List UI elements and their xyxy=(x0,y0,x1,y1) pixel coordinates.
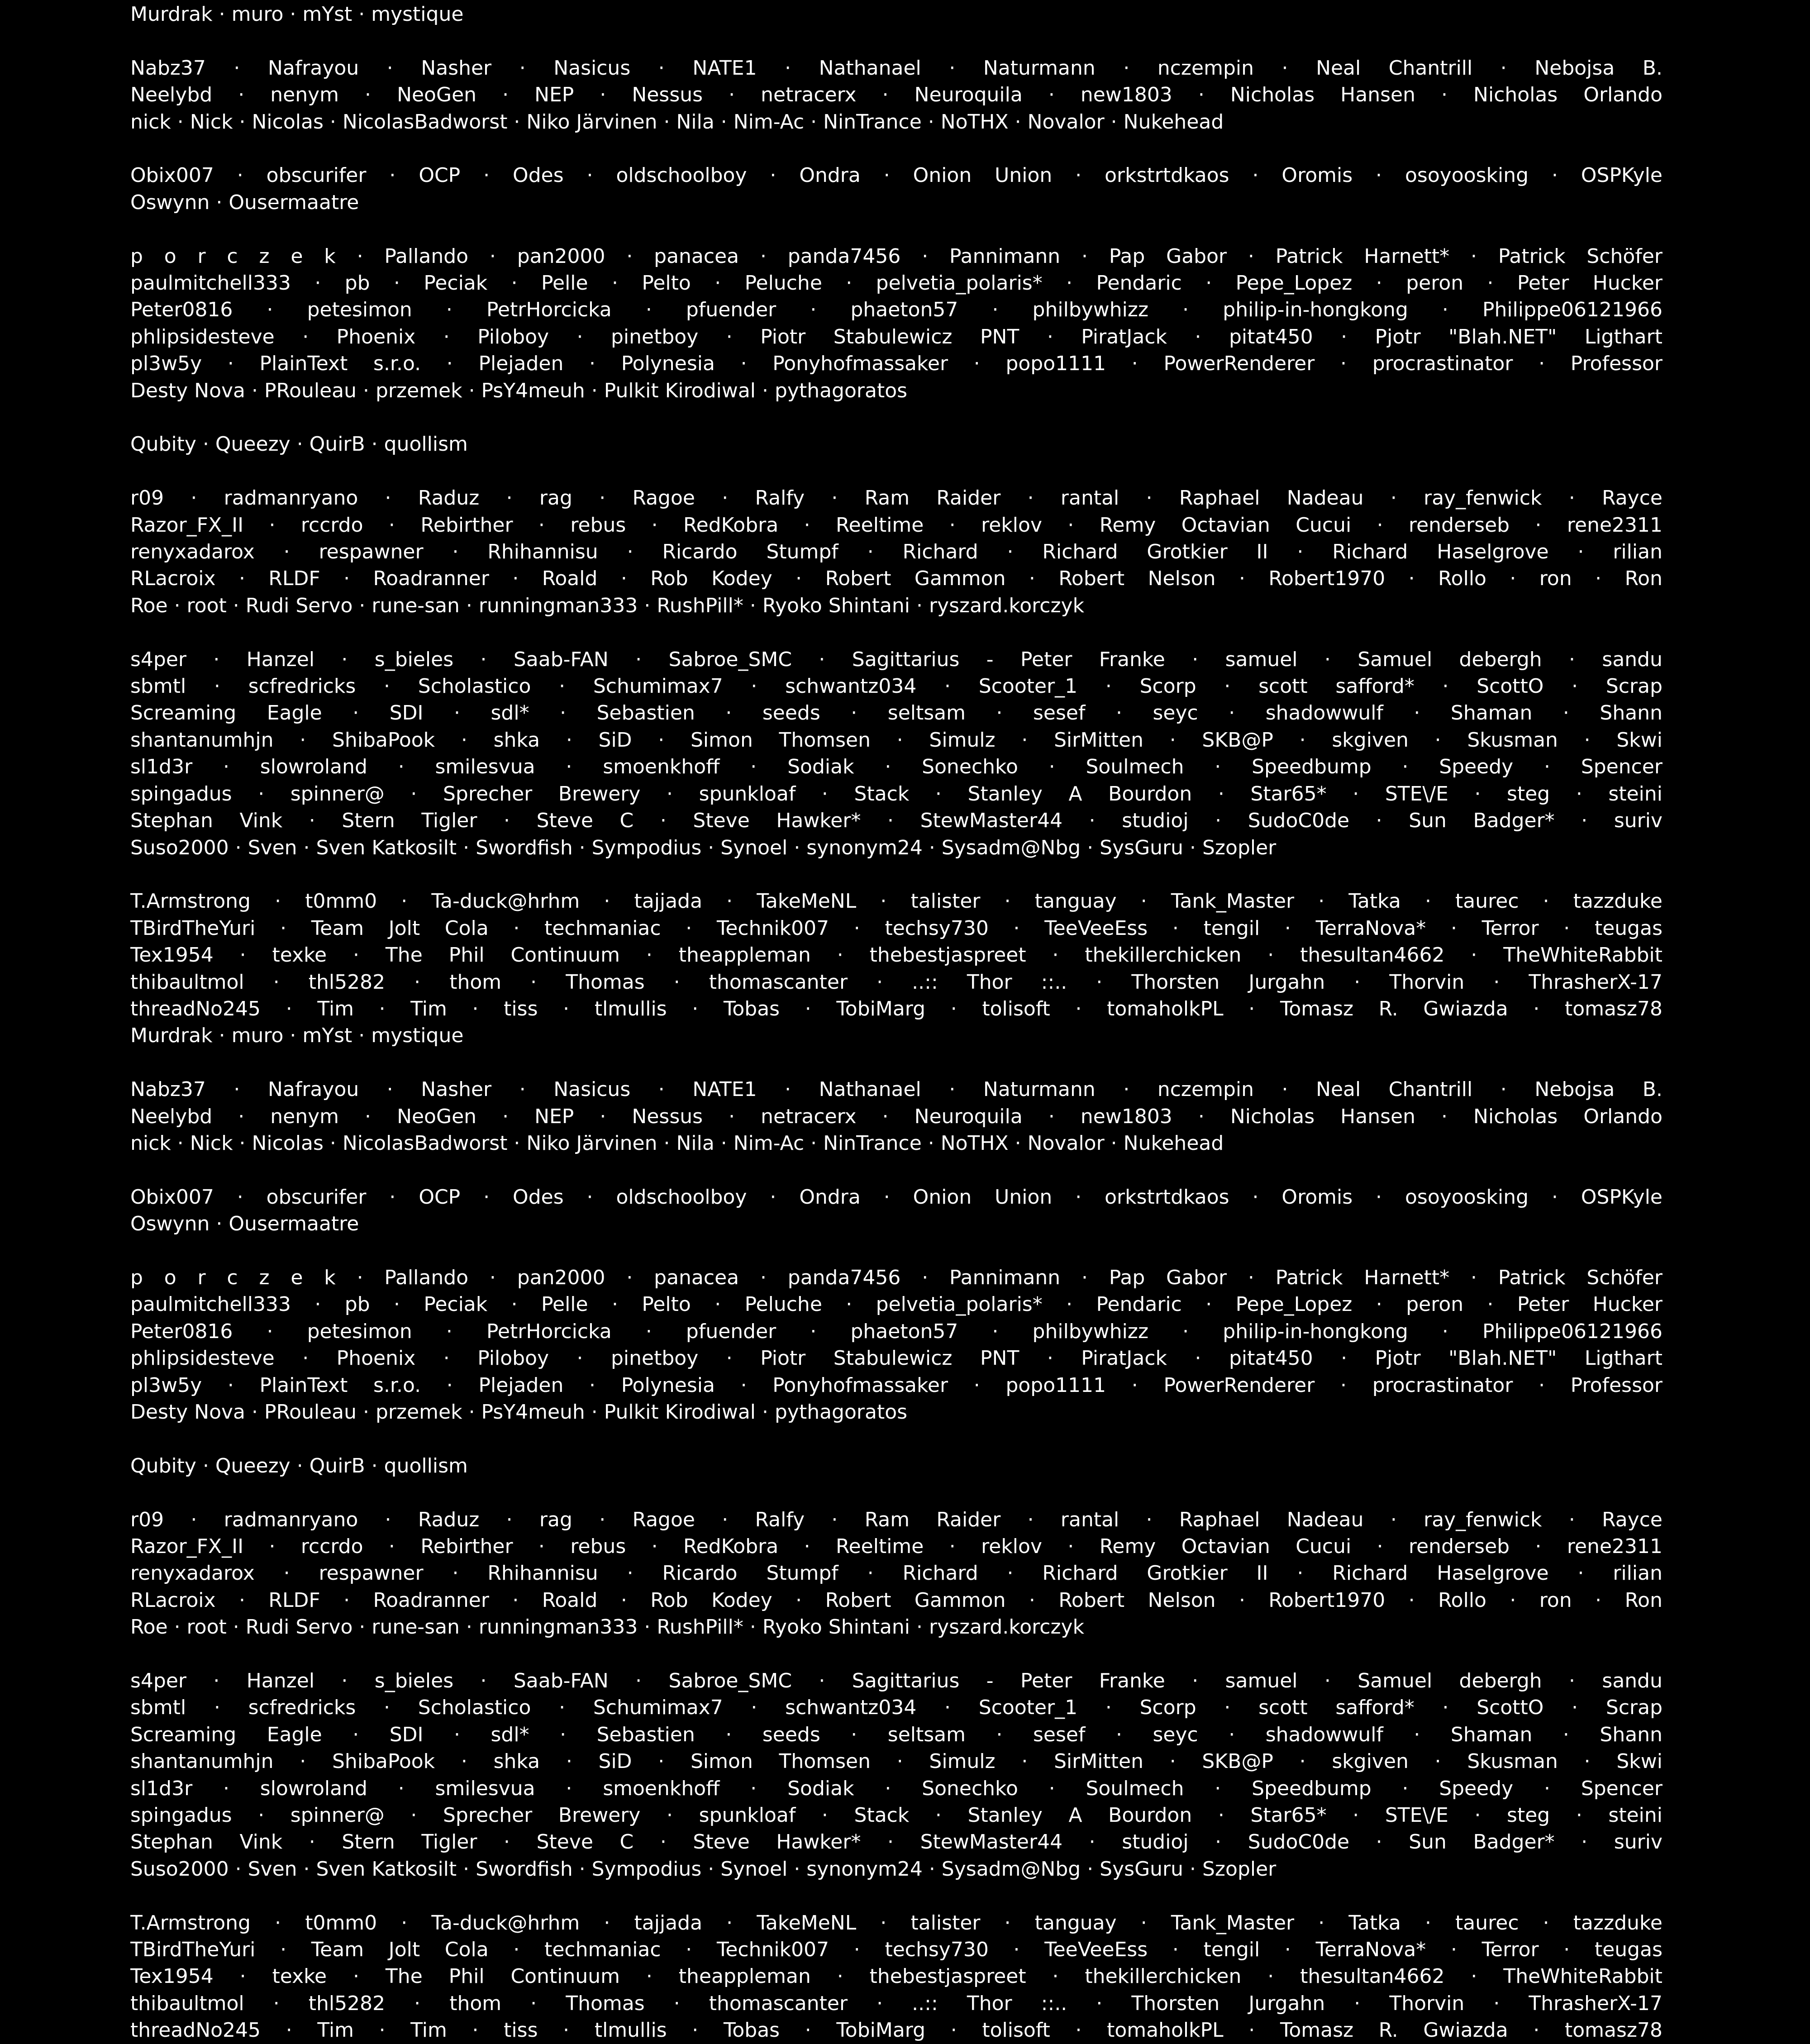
credits-line: Roe · root · Rudi Servo · rune-san · runningman333 · RushPill* · Ryoko Shintani · ryszard.korczyk xyxy=(130,1615,1085,1639)
credits-paragraph-q xyxy=(130,1453,1662,1479)
credits-line: paulmitchell333 · pb · Peciak · Pelle · Pelto · Peluche · pelvetia_polaris* · Pendaric · Pepe_Lopez · peron · Peter Hucker xyxy=(130,272,1662,295)
credits-paragraph-t xyxy=(130,1910,1662,2044)
credits-line: Desty Nova · PRouleau · przemek · PsY4meuh · Pulkit Kirodiwal · pythagoratos xyxy=(130,379,908,402)
credits-line: p o r c z e k · Pallando · pan2000 · panacea · panda7456 · Pannimann · Pap Gabor · Patrick Harnett* · Patrick Schöfer xyxy=(130,1266,1662,1289)
credits-line: Roe · root · Rudi Servo · rune-san · runningman333 · RushPill* · Ryoko Shintani · ryszard.korczyk xyxy=(130,594,1085,617)
credits-line: phlipsidesteve · Phoenix · Piloboy · pinetboy · Piotr Stabulewicz PNT · PiratJack · pitat450 · Pjotr "Blah.NET" Ligthart xyxy=(130,325,1662,348)
credits-line: Nabz37 · Nafrayou · Nasher · Nasicus · NATE1 · Nathanael · Naturmann · nczempin · Neal Chantrill · Nebojsa B. xyxy=(130,1078,1662,1101)
credits-paragraph-q xyxy=(130,431,1662,457)
credits-line: Desty Nova · PRouleau · przemek · PsY4meuh · Pulkit Kirodiwal · pythagoratos xyxy=(130,1400,908,1424)
credits-line: nick · Nick · Nicolas · NicolasBadworst · Niko Järvinen · Nila · Nim-Ac · NinTrance · NoTHX · Novalor · Nukehead xyxy=(130,110,1224,133)
credits-line: Screaming Eagle · SDI · sdl* · Sebastien · seeds · seltsam · sesef · seyc · shadowwulf · Shaman · Shann xyxy=(130,701,1662,725)
credits-line: Neelybd · nenym · NeoGen · NEP · Nessus · netracerx · Neuroquila · new1803 · Nicholas Hansen · Nicholas Orlando xyxy=(130,1105,1662,1128)
credits-line: Razor_FX_II · rccrdo · Rebirther · rebus · RedKobra · Reeltime · reklov · Remy Octavian Cucui · renderseb · rene2311 xyxy=(130,513,1662,537)
credits-line: Obix007 · obscurifer · OCP · Odes · oldschoolboy · Ondra · Onion Union · orkstrtdkaos · Oromis · osoyoosking · OSPKyle xyxy=(130,164,1662,187)
credits-paragraph-r xyxy=(130,1506,1662,1641)
credits-line: pl3w5y · PlainText s.r.o. · Plejaden · Polynesia · Ponyhofmassaker · popo1111 · PowerRenderer · procrastinator · Professor xyxy=(130,352,1662,376)
credits-line: TBirdTheYuri · Team Jolt Cola · techmaniac · Technik007 · techsy730 · TeeVeeEss · tengil · TerraNova* · Terror · teugas xyxy=(130,1938,1662,1962)
credits-line: Peter0816 · petesimon · PetrHorcicka · pfuender · phaeton57 · philbywhizz · philip-in-hongkong · Philippe06121966 xyxy=(130,298,1662,322)
credits-line: thibaultmol · thl5282 · thom · Thomas · thomascanter · ..:: Thor ::.. · Thorsten Jurgahn · Thorvin · ThrasherX-17 xyxy=(130,970,1662,994)
credits-line: Nabz37 · Nafrayou · Nasher · Nasicus · NATE1 · Nathanael · Naturmann · nczempin · Neal Chantrill · Nebojsa B. xyxy=(130,56,1662,80)
credits-line: r09 · radmanryano · Raduz · rag · Ragoe · Ralfy · Ram Raider · rantal · Raphael Nadeau · ray_fenwick · Rayce xyxy=(130,486,1662,510)
credits-line: T.Armstrong · t0mm0 · Ta-duck@hrhm · tajjada · TakeMeNL · talister · tanguay · Tank_Master · Tatka · taurec · tazzduke xyxy=(130,890,1662,913)
credits-line: Obix007 · obscurifer · OCP · Odes · oldschoolboy · Ondra · Onion Union · orkstrtdkaos · Oromis · osoyoosking · OSPKyle xyxy=(130,1185,1662,1209)
credits-tile-2 xyxy=(130,1022,1662,2044)
credits-paragraph-n xyxy=(130,1076,1662,1157)
credits-line: threadNo245 · Tim · Tim · tiss · tlmullis · Tobas · TobiMarg · tolisoft · tomaholkPL · Tomasz R. Gwiazda · tomasz78 xyxy=(130,997,1662,1020)
credits-line: RLacroix · RLDF · Roadranner · Roald · Rob Kodey · Robert Gammon · Robert Nelson · Robert1970 · Rollo · ron · Ron xyxy=(130,567,1662,591)
credits-line: Screaming Eagle · SDI · sdl* · Sebastien · seeds · seltsam · sesef · seyc · shadowwulf · Shaman · Shann xyxy=(130,1723,1662,1746)
credits-line: Qubity · Queezy · QuirB · quollism xyxy=(130,1454,468,1477)
credits-line: threadNo245 · Tim · Tim · tiss · tlmullis · Tobas · TobiMarg · tolisoft · tomaholkPL · Tomasz R. Gwiazda · tomasz78 xyxy=(130,2019,1662,2042)
credits-line: Oswynn · Ousermaatre xyxy=(130,191,359,214)
credits-line: p o r c z e k · Pallando · pan2000 · panacea · panda7456 · Pannimann · Pap Gabor · Patrick Harnett* · Patrick Schöfer xyxy=(130,244,1662,268)
credits-line: shantanumhjn · ShibaPook · shka · SiD · Simon Thomsen · Simulz · SirMitten · SKB@P · skgiven · Skusman · Skwi xyxy=(130,1750,1662,1773)
credits-line: Stephan Vink · Stern Tigler · Steve C · Steve Hawker* · StewMaster44 · studioj · SudoC0de · Sun Badger* · suriv xyxy=(130,1830,1662,1854)
credits-line: Qubity · Queezy · QuirB · quollism xyxy=(130,433,468,456)
credits-paragraph-m-tail xyxy=(130,1,1662,28)
credits-line: s4per · Hanzel · s_bieles · Saab-FAN · Sabroe_SMC · Sagittarius - Peter Franke · samuel · Samuel debergh · sandu xyxy=(130,1669,1662,1692)
credits-line: Oswynn · Ousermaatre xyxy=(130,1212,359,1236)
credits-line: Suso2000 · Sven · Sven Katkosilt · Swordfish · Sympodius · Synoel · synonym24 · Sysadm@Nbg · SysGuru · Szopler xyxy=(130,1857,1277,1881)
credits-line: spingadus · spinner@ · Sprecher Brewery · spunkloaf · Stack · Stanley A Bourdon · Star65* · STE\/E · steg · steini xyxy=(130,782,1662,805)
credits-tile-1 xyxy=(130,1,1662,1022)
credits-line: Murdrak · muro · mYst · mystique xyxy=(130,1024,464,1048)
credits-line: Stephan Vink · Stern Tigler · Steve C · Steve Hawker* · StewMaster44 · studioj · SudoC0de · Sun Badger* · suriv xyxy=(130,809,1662,833)
credits-paragraph-p xyxy=(130,1264,1662,1425)
credits-paragraph-n xyxy=(130,55,1662,135)
credits-line: Suso2000 · Sven · Sven Katkosilt · Swordfish · Sympodius · Synoel · synonym24 · Sysadm@Nbg · SysGuru · Szopler xyxy=(130,836,1277,859)
credits-paragraph-o xyxy=(130,1184,1662,1238)
credits-line: spingadus · spinner@ · Sprecher Brewery · spunkloaf · Stack · Stanley A Bourdon · Star65* · STE\/E · steg · steini xyxy=(130,1804,1662,1827)
credits-paragraph-m-tail xyxy=(130,1022,1662,1049)
credits-line: sl1d3r · slowroland · smilesvua · smoenkhoff · Sodiak · Sonechko · Soulmech · Speedbump · Speedy · Spencer xyxy=(130,755,1662,779)
credits-line: RLacroix · RLDF · Roadranner · Roald · Rob Kodey · Robert Gammon · Robert Nelson · Robert1970 · Rollo · ron · Ron xyxy=(130,1588,1662,1612)
credits-line: phlipsidesteve · Phoenix · Piloboy · pinetboy · Piotr Stabulewicz PNT · PiratJack · pitat450 · Pjotr "Blah.NET" Ligthart xyxy=(130,1347,1662,1370)
credits-line: sbmtl · scfredricks · Scholastico · Schumimax7 · schwantz034 · Scooter_1 · Scorp · scott safford* · ScottO · Scrap xyxy=(130,675,1662,698)
credits-line: sl1d3r · slowroland · smilesvua · smoenkhoff · Sodiak · Sonechko · Soulmech · Speedbump · Speedy · Spencer xyxy=(130,1777,1662,1800)
credits-line: Razor_FX_II · rccrdo · Rebirther · rebus · RedKobra · Reeltime · reklov · Remy Octavian Cucui · renderseb · rene2311 xyxy=(130,1534,1662,1558)
credits-paragraph-o xyxy=(130,162,1662,216)
credits-line: nick · Nick · Nicolas · NicolasBadworst · Niko Järvinen · Nila · Nim-Ac · NinTrance · NoTHX · Novalor · Nukehead xyxy=(130,1131,1224,1155)
credits-line: thibaultmol · thl5282 · thom · Thomas · thomascanter · ..:: Thor ::.. · Thorsten Jurgahn · Thorvin · ThrasherX-17 xyxy=(130,1992,1662,2015)
credits-line: pl3w5y · PlainText s.r.o. · Plejaden · Polynesia · Ponyhofmassaker · popo1111 · PowerRenderer · procrastinator · Professor xyxy=(130,1373,1662,1397)
credits-line: Peter0816 · petesimon · PetrHorcicka · pfuender · phaeton57 · philbywhizz · philip-in-hongkong · Philippe06121966 xyxy=(130,1320,1662,1343)
credits-line: Tex1954 · texke · The Phil Continuum · theappleman · thebestjaspreet · thekillerchicken · thesultan4662 · TheWhiteRabbit xyxy=(130,943,1662,967)
credits-line: shantanumhjn · ShibaPook · shka · SiD · Simon Thomsen · Simulz · SirMitten · SKB@P · skgiven · Skusman · Skwi xyxy=(130,728,1662,752)
credits-line: paulmitchell333 · pb · Peciak · Pelle · Pelto · Peluche · pelvetia_polaris* · Pendaric · Pepe_Lopez · peron · Peter Hucker xyxy=(130,1293,1662,1316)
credits-line: Neelybd · nenym · NeoGen · NEP · Nessus · netracerx · Neuroquila · new1803 · Nicholas Hansen · Nicholas Orlando xyxy=(130,83,1662,107)
credits-paragraph-p xyxy=(130,243,1662,404)
credits-paragraph-t xyxy=(130,888,1662,1022)
credits-line: TBirdTheYuri · Team Jolt Cola · techmaniac · Technik007 · techsy730 · TeeVeeEss · tengil · TerraNova* · Terror · teugas xyxy=(130,916,1662,940)
credits-paragraph-r xyxy=(130,485,1662,619)
credits-paragraph-s xyxy=(130,1668,1662,1882)
credits-line: renyxadarox · respawner · Rhihannisu · Ricardo Stumpf · Richard · Richard Grotkier II · Richard Haselgrove · rilian xyxy=(130,1562,1662,1585)
credits-line: Tex1954 · texke · The Phil Continuum · theappleman · thebestjaspreet · thekillerchicken · thesultan4662 · TheWhiteRabbit xyxy=(130,1965,1662,1988)
credits-line: s4per · Hanzel · s_bieles · Saab-FAN · Sabroe_SMC · Sagittarius - Peter Franke · samuel · Samuel debergh · sandu xyxy=(130,648,1662,671)
credits-paragraph-s xyxy=(130,646,1662,861)
credits-line: Murdrak · muro · mYst · mystique xyxy=(130,3,464,26)
credits-line: sbmtl · scfredricks · Scholastico · Schumimax7 · schwantz034 · Scooter_1 · Scorp · scott safford* · ScottO · Scrap xyxy=(130,1696,1662,1720)
credits-line: renyxadarox · respawner · Rhihannisu · Ricardo Stumpf · Richard · Richard Grotkier II · Richard Haselgrove · rilian xyxy=(130,540,1662,564)
credits-line: r09 · radmanryano · Raduz · rag · Ragoe · Ralfy · Ram Raider · rantal · Raphael Nadeau · ray_fenwick · Rayce xyxy=(130,1508,1662,1531)
credits-line: T.Armstrong · t0mm0 · Ta-duck@hrhm · tajjada · TakeMeNL · talister · tanguay · Tank_Master · Tatka · taurec · tazzduke xyxy=(130,1911,1662,1934)
